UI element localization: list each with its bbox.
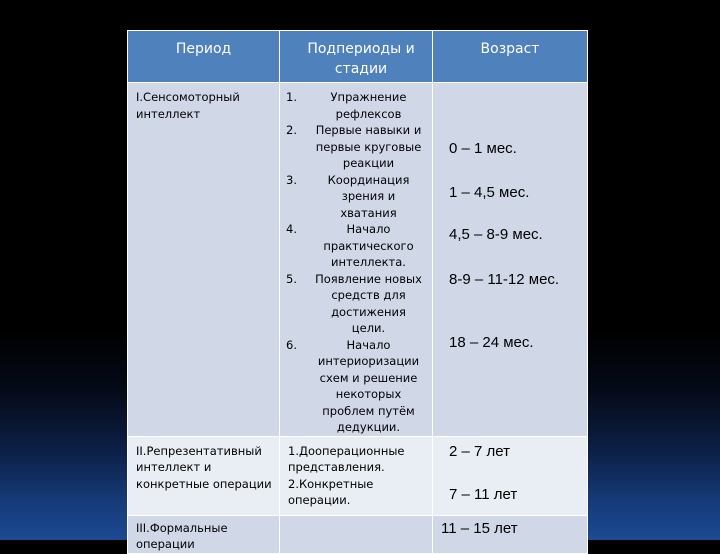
age-value: 7 – 11 лет [449, 485, 518, 503]
age-value: 11 – 15 лет [441, 519, 518, 537]
period-cell: II.Репрезентативный интеллект и конкретные операции [128, 436, 280, 515]
period-cell: III.Формальные операции [128, 515, 280, 553]
list-item: 5. Появление новых средств для достижения цели. [286, 271, 422, 335]
list-item: 3. Координация зрения и хватания [286, 172, 410, 220]
age-value: 1 – 4,5 мес. [449, 184, 530, 201]
age-cell [433, 515, 588, 553]
age-value: 0 – 1 мес. [449, 140, 517, 157]
header-substages: Подпериоды и стадии [280, 31, 433, 83]
list-item: 4. Начало практического интеллекта. [286, 222, 414, 269]
header-period: Период [128, 31, 280, 83]
age-value: 18 – 24 мес. [449, 334, 534, 351]
age-value: 4,5 – 8-9 мес. [449, 226, 543, 243]
age-value: 8-9 – 11-12 мес. [449, 271, 560, 288]
age-cell [433, 83, 588, 437]
substages-cell: 1.Дооперационные представления. 2.Конкретные операции. [280, 436, 433, 515]
list-item: 2. Первые навыки и первые круговые реакции [286, 123, 422, 170]
age-value: 2 – 7 лет [449, 442, 510, 460]
substages-cell [280, 83, 433, 437]
table-row [128, 515, 588, 553]
list-item: 1. Упражнение рефлексов [286, 90, 407, 121]
period-cell: I.Сенсомоторный интеллект [128, 83, 280, 437]
header-age: Возраст [433, 31, 588, 83]
list-item: 6. Начало интериоризации схем и решение некоторых проблем путём дедукции. [286, 337, 420, 434]
age-cell [433, 436, 588, 515]
table-row [128, 436, 588, 515]
substages-cell [280, 515, 433, 553]
table-row [128, 83, 588, 437]
stages-table [127, 30, 588, 554]
substage-list [280, 83, 432, 436]
table-header-row [128, 31, 588, 83]
